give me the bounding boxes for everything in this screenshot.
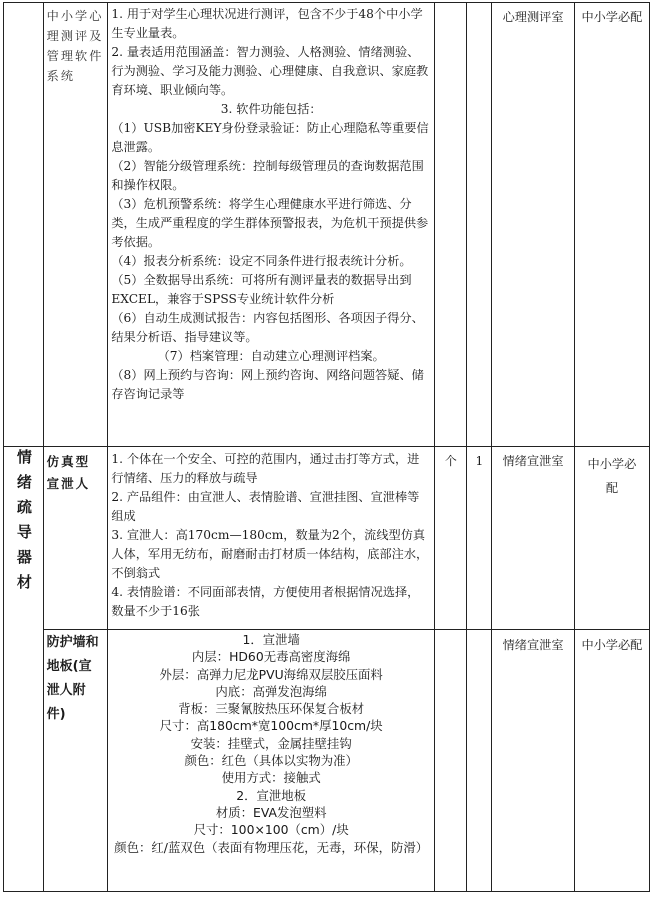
quantity-text: 1 bbox=[475, 454, 484, 468]
item-description-cell bbox=[108, 3, 435, 447]
quantity-cell bbox=[467, 630, 492, 892]
desc-line: （8）网上预约与咨询：网上预约咨询、网络问题答疑、储存咨询记录等 bbox=[111, 368, 424, 401]
location-cell bbox=[492, 630, 574, 892]
table-row bbox=[4, 3, 650, 447]
desc-line: 4. 表情脸谱：不同面部表情，方便使用者根据情况选择，数量不少于16张 bbox=[111, 585, 420, 618]
requirement-cell bbox=[574, 630, 649, 892]
desc-line: （4）报表分析系统：设定不同条件进行报表统计分析。 bbox=[111, 254, 412, 268]
item-description-cell bbox=[108, 447, 435, 630]
desc-line: 2．宣泄地板 bbox=[236, 787, 307, 803]
item-name: 中小学心理测评及管理软件系统 bbox=[46, 9, 104, 83]
table-row bbox=[4, 630, 650, 892]
desc-line: 1. 个体在一个安全、可控的范围内，通过击打等方式，进行情绪、压力的释放与疏导 bbox=[111, 452, 420, 485]
requirement-text: 中小学必配 bbox=[581, 10, 643, 24]
unit-text: 个 bbox=[444, 454, 457, 468]
quantity-cell bbox=[467, 3, 492, 447]
desc-line: 尺寸：100×100（cm）/块 bbox=[193, 822, 349, 838]
desc-line: 3. 宣泄人：高170cm—180cm，数量为2个，流线型仿真人体，军用无纺布，耐磨耐击打材质一体结构，底部注水，不倒翁式 bbox=[111, 528, 429, 580]
desc-line: （6）自动生成测试报告：内容包括图形、各项因子得分、结果分析语、指导建议等。 bbox=[111, 311, 424, 344]
unit-cell bbox=[435, 3, 467, 447]
desc-line: 3. 软件功能包括： bbox=[220, 102, 322, 116]
item-name: 仿真型宣泄人 bbox=[46, 454, 91, 491]
desc-line: 材质：EVA发泡塑料 bbox=[215, 804, 327, 820]
unit-cell bbox=[435, 630, 467, 892]
desc-line: 外层：高弹力尼龙PVU海绵双层胶压面料 bbox=[159, 666, 383, 682]
item-name-cell bbox=[43, 3, 108, 447]
desc-line: 使用方式：接触式 bbox=[221, 770, 321, 786]
desc-line: （7）档案管理：自动建立心理测评档案。 bbox=[157, 349, 385, 363]
desc-line: 颜色：红/蓝双色（表面有物理压花，无毒，环保，防滑） bbox=[114, 839, 429, 855]
requirement-cell bbox=[574, 3, 649, 447]
item-name-cell bbox=[43, 630, 108, 892]
location-text: 情绪宣泄室 bbox=[502, 638, 564, 652]
desc-line: 颜色：红色（具体以实物为准） bbox=[184, 753, 358, 769]
unit-cell bbox=[435, 447, 467, 630]
desc-line: 背板：三聚氰胺热压环保复合板材 bbox=[178, 701, 365, 717]
desc-line: 1．宣泄墙 bbox=[242, 632, 300, 647]
location-text: 心理测评室 bbox=[502, 10, 564, 24]
item-description-cell bbox=[108, 630, 435, 892]
category-label: 情绪疏导器材 bbox=[14, 449, 33, 599]
desc-line: 1. 用于对学生心理状况进行测评，包含不少于48个中小学生专业量表。 bbox=[111, 7, 423, 40]
desc-line: 2. 量表适用范围涵盖：智力测验、人格测验、情绪测验、行为测验、学习及能力测验、心理健康、自我意识、家庭教育环境、职业倾向等。 bbox=[111, 45, 429, 97]
category-cell bbox=[4, 447, 44, 892]
requirement-cell bbox=[574, 447, 649, 630]
desc-line: 安装：挂壁式，金属挂壁挂钩 bbox=[190, 735, 352, 751]
desc-line: （5）全数据导出系统：可将所有测评量表的数据导出到EXCEL，兼容于SPSS专业统计软件分析 bbox=[111, 273, 412, 306]
equipment-spec-table bbox=[3, 2, 650, 892]
location-text: 情绪宣泄室 bbox=[502, 454, 564, 468]
item-name: 防护墙和地板(宣泄人附件) bbox=[46, 635, 99, 722]
category-cell bbox=[4, 3, 44, 447]
location-cell bbox=[492, 447, 574, 630]
desc-line: 内层：HD60无毒高密度海绵 bbox=[191, 649, 351, 665]
desc-line: （2）智能分级管理系统：控制每级管理员的查询数据范围和操作权限。 bbox=[111, 159, 424, 192]
desc-line: （1）USB加密KEY身份登录验证：防止心理隐私等重要信息泄露。 bbox=[111, 121, 429, 154]
desc-line: 内底：高弹发泡海绵 bbox=[215, 683, 327, 699]
requirement-text: 中小学必配 bbox=[587, 457, 637, 495]
desc-line: 尺寸：高180cm*宽100cm*厚10cm/块 bbox=[159, 718, 383, 734]
table-row bbox=[4, 447, 650, 630]
desc-line: 2. 产品组件：由宣泄人、表情脸谱、宣泄挂图、宣泄棒等组成 bbox=[111, 490, 420, 523]
desc-line: （3）危机预警系统：将学生心理健康水平进行筛选、分类，生成严重程度的学生群体预警报表，为危机干预提供参考依据。 bbox=[111, 197, 429, 249]
location-cell bbox=[492, 3, 574, 447]
requirement-text: 中小学必配 bbox=[581, 638, 643, 652]
item-name-cell bbox=[43, 447, 108, 630]
quantity-cell bbox=[467, 447, 492, 630]
